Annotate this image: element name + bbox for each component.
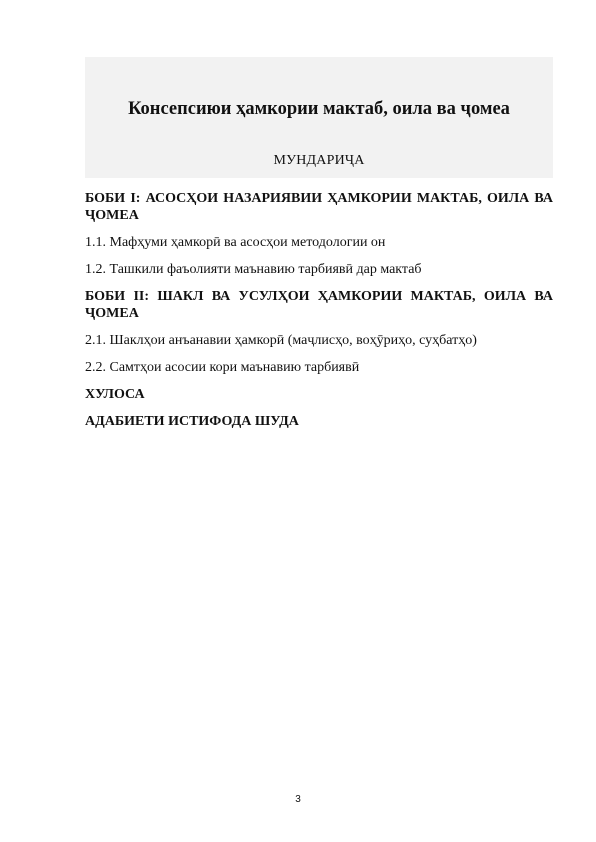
document-title: Консепсиюи ҳамкории мактаб, оила ва ҷомеа: [128, 99, 510, 119]
page-number: 3: [295, 794, 301, 805]
toc-section-1-2: 1.2. Ташкили фаъолияти маънавию тарбиявӣ дар мактаб: [85, 262, 422, 277]
toc-chapter-1: БОБИ I: АСОСҲОИ НАЗАРИЯВИИ ҲАМКОРИИ МАКТАБ, ОИЛА ВА ҶОМЕА: [85, 191, 553, 223]
toc-chapter-2: БОБИ II: ШАКЛ ВА УСУЛҲОИ ҲАМКОРИИ МАКТАБ, ОИЛА ВА ҶОМЕА: [85, 289, 553, 321]
toc-section-2-2: 2.2. Самтҳои асосии кори маънавию тарбиявӣ: [85, 360, 360, 375]
title-block: [85, 57, 553, 178]
toc-references: АДАБИЕТИ ИСТИФОДА ШУДА: [85, 414, 299, 429]
toc-section-2-1: 2.1. Шаклҳои анъанавии ҳамкорӣ (маҷлисҳо, воҳӯриҳо, суҳбатҳо): [85, 333, 477, 348]
toc-heading: МУНДАРИҶА: [273, 153, 365, 168]
toc-conclusion: ХУЛОСА: [85, 387, 145, 402]
table-of-contents: [85, 190, 553, 430]
toc-section-1-1: 1.1. Мафҳуми ҳамкорӣ ва асосҳои методологии он: [85, 235, 386, 250]
